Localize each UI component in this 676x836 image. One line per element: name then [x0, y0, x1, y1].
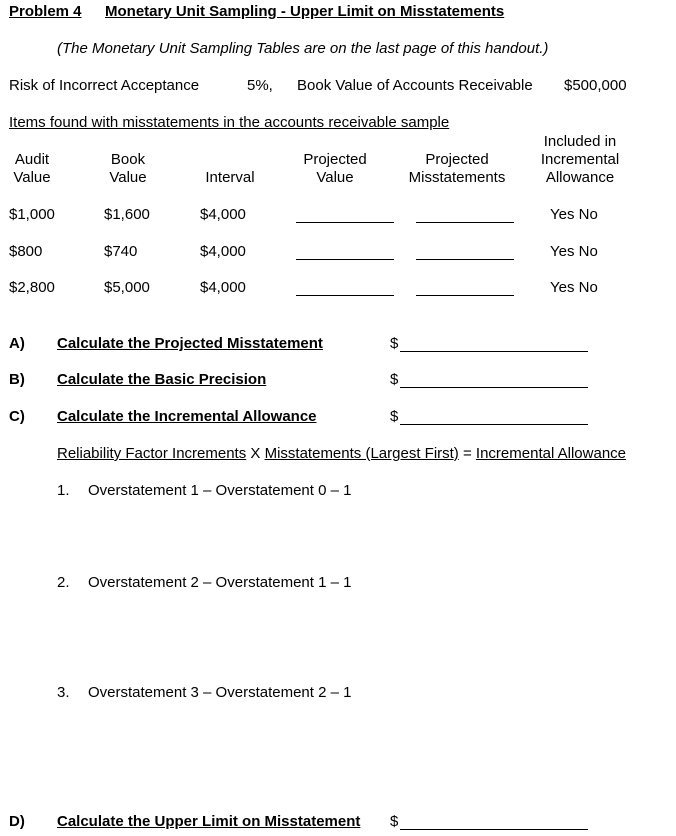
row1-book: $1,600: [104, 206, 150, 223]
row2-audit: $800: [9, 243, 43, 260]
step-2-text: Overstatement 2 – Overstatement 1 – 1: [88, 574, 352, 591]
row3-book: $5,000: [104, 279, 150, 296]
question-c-label: C): [9, 408, 25, 425]
row2-included[interactable]: Yes No: [550, 243, 598, 260]
risk-value: 5%,: [247, 77, 273, 94]
header-book-line2: Value: [109, 169, 147, 186]
row1-audit: $1,000: [9, 206, 55, 223]
question-b-dollar: $: [390, 371, 399, 388]
formula-times: X: [250, 445, 261, 462]
header-incl-line3: Allowance: [545, 169, 615, 186]
header-projmis-line1: Projected: [425, 151, 489, 168]
header-book-line1: Book: [110, 151, 146, 168]
header-projected-value: [295, 151, 375, 187]
step-2-number: 2.: [57, 574, 70, 591]
header-incl-line1: Included in: [543, 133, 617, 150]
step-1-number: 1.: [57, 482, 70, 499]
formula-incremental-allowance: Incremental Allowance: [475, 445, 627, 462]
formula-line: [57, 445, 626, 463]
row1-interval: $4,000: [200, 206, 246, 223]
question-d-dollar: $: [390, 813, 399, 830]
row3-audit: $2,800: [9, 279, 55, 296]
formula-misstatements: Misstatements (Largest First): [264, 445, 459, 462]
problem-title: Monetary Unit Sampling - Upper Limit on Misstatements: [105, 3, 505, 20]
question-d-text: Calculate the Upper Limit on Misstatement: [57, 813, 361, 830]
header-projected-misstatements: [400, 151, 514, 187]
question-b-answer-blank[interactable]: [400, 387, 588, 388]
row2-interval: $4,000: [200, 243, 246, 260]
row2-projected-value-blank[interactable]: [296, 259, 394, 260]
row2-projected-misstatement-blank[interactable]: [416, 259, 514, 260]
row1-projected-value-blank[interactable]: [296, 222, 394, 223]
header-audit-line1: Audit: [14, 151, 50, 168]
book-value: $500,000: [564, 77, 627, 94]
header-projmis-line2: Misstatements: [408, 169, 506, 186]
row3-projected-misstatement-blank[interactable]: [416, 295, 514, 296]
step-3-number: 3.: [57, 684, 70, 701]
question-a-dollar: $: [390, 335, 399, 352]
risk-label: Risk of Incorrect Acceptance: [9, 77, 200, 94]
question-d-label: D): [9, 813, 25, 830]
header-book-value: [98, 151, 158, 187]
items-heading: Items found with misstatements in the accounts receivable sample: [9, 114, 450, 131]
header-projval-line2: Value: [316, 169, 354, 186]
row3-projected-value-blank[interactable]: [296, 295, 394, 296]
header-projval-line1: Projected: [303, 151, 367, 168]
question-d-answer-blank[interactable]: [400, 829, 588, 830]
question-c-dollar: $: [390, 408, 399, 425]
header-included: [530, 133, 630, 187]
row3-interval: $4,000: [200, 279, 246, 296]
header-interval: Interval: [205, 169, 255, 186]
header-audit-line2: Value: [13, 169, 51, 186]
header-incl-line2: Incremental: [540, 151, 620, 168]
problem-number: Problem 4: [9, 3, 82, 20]
question-b-text: Calculate the Basic Precision: [57, 371, 267, 388]
step-3-text: Overstatement 3 – Overstatement 2 – 1: [88, 684, 352, 701]
question-a-text: Calculate the Projected Misstatement: [57, 335, 323, 352]
book-value-label: Book Value of Accounts Receivable: [297, 77, 533, 94]
row1-projected-misstatement-blank[interactable]: [416, 222, 514, 223]
formula-reliability-factor: Reliability Factor Increments: [57, 445, 247, 462]
row2-book: $740: [104, 243, 138, 260]
question-b-label: B): [9, 371, 25, 388]
question-c-text: Calculate the Incremental Allowance: [57, 408, 317, 425]
question-a-label: A): [9, 335, 25, 352]
row3-included[interactable]: Yes No: [550, 279, 598, 296]
question-a-answer-blank[interactable]: [400, 351, 588, 352]
formula-equals: =: [462, 445, 472, 462]
step-1-text: Overstatement 1 – Overstatement 0 – 1: [88, 482, 352, 499]
tables-note: (The Monetary Unit Sampling Tables are on the last page of this handout.): [57, 40, 549, 57]
header-audit-value: [0, 151, 64, 187]
row1-included[interactable]: Yes No: [550, 206, 598, 223]
question-c-answer-blank[interactable]: [400, 424, 588, 425]
